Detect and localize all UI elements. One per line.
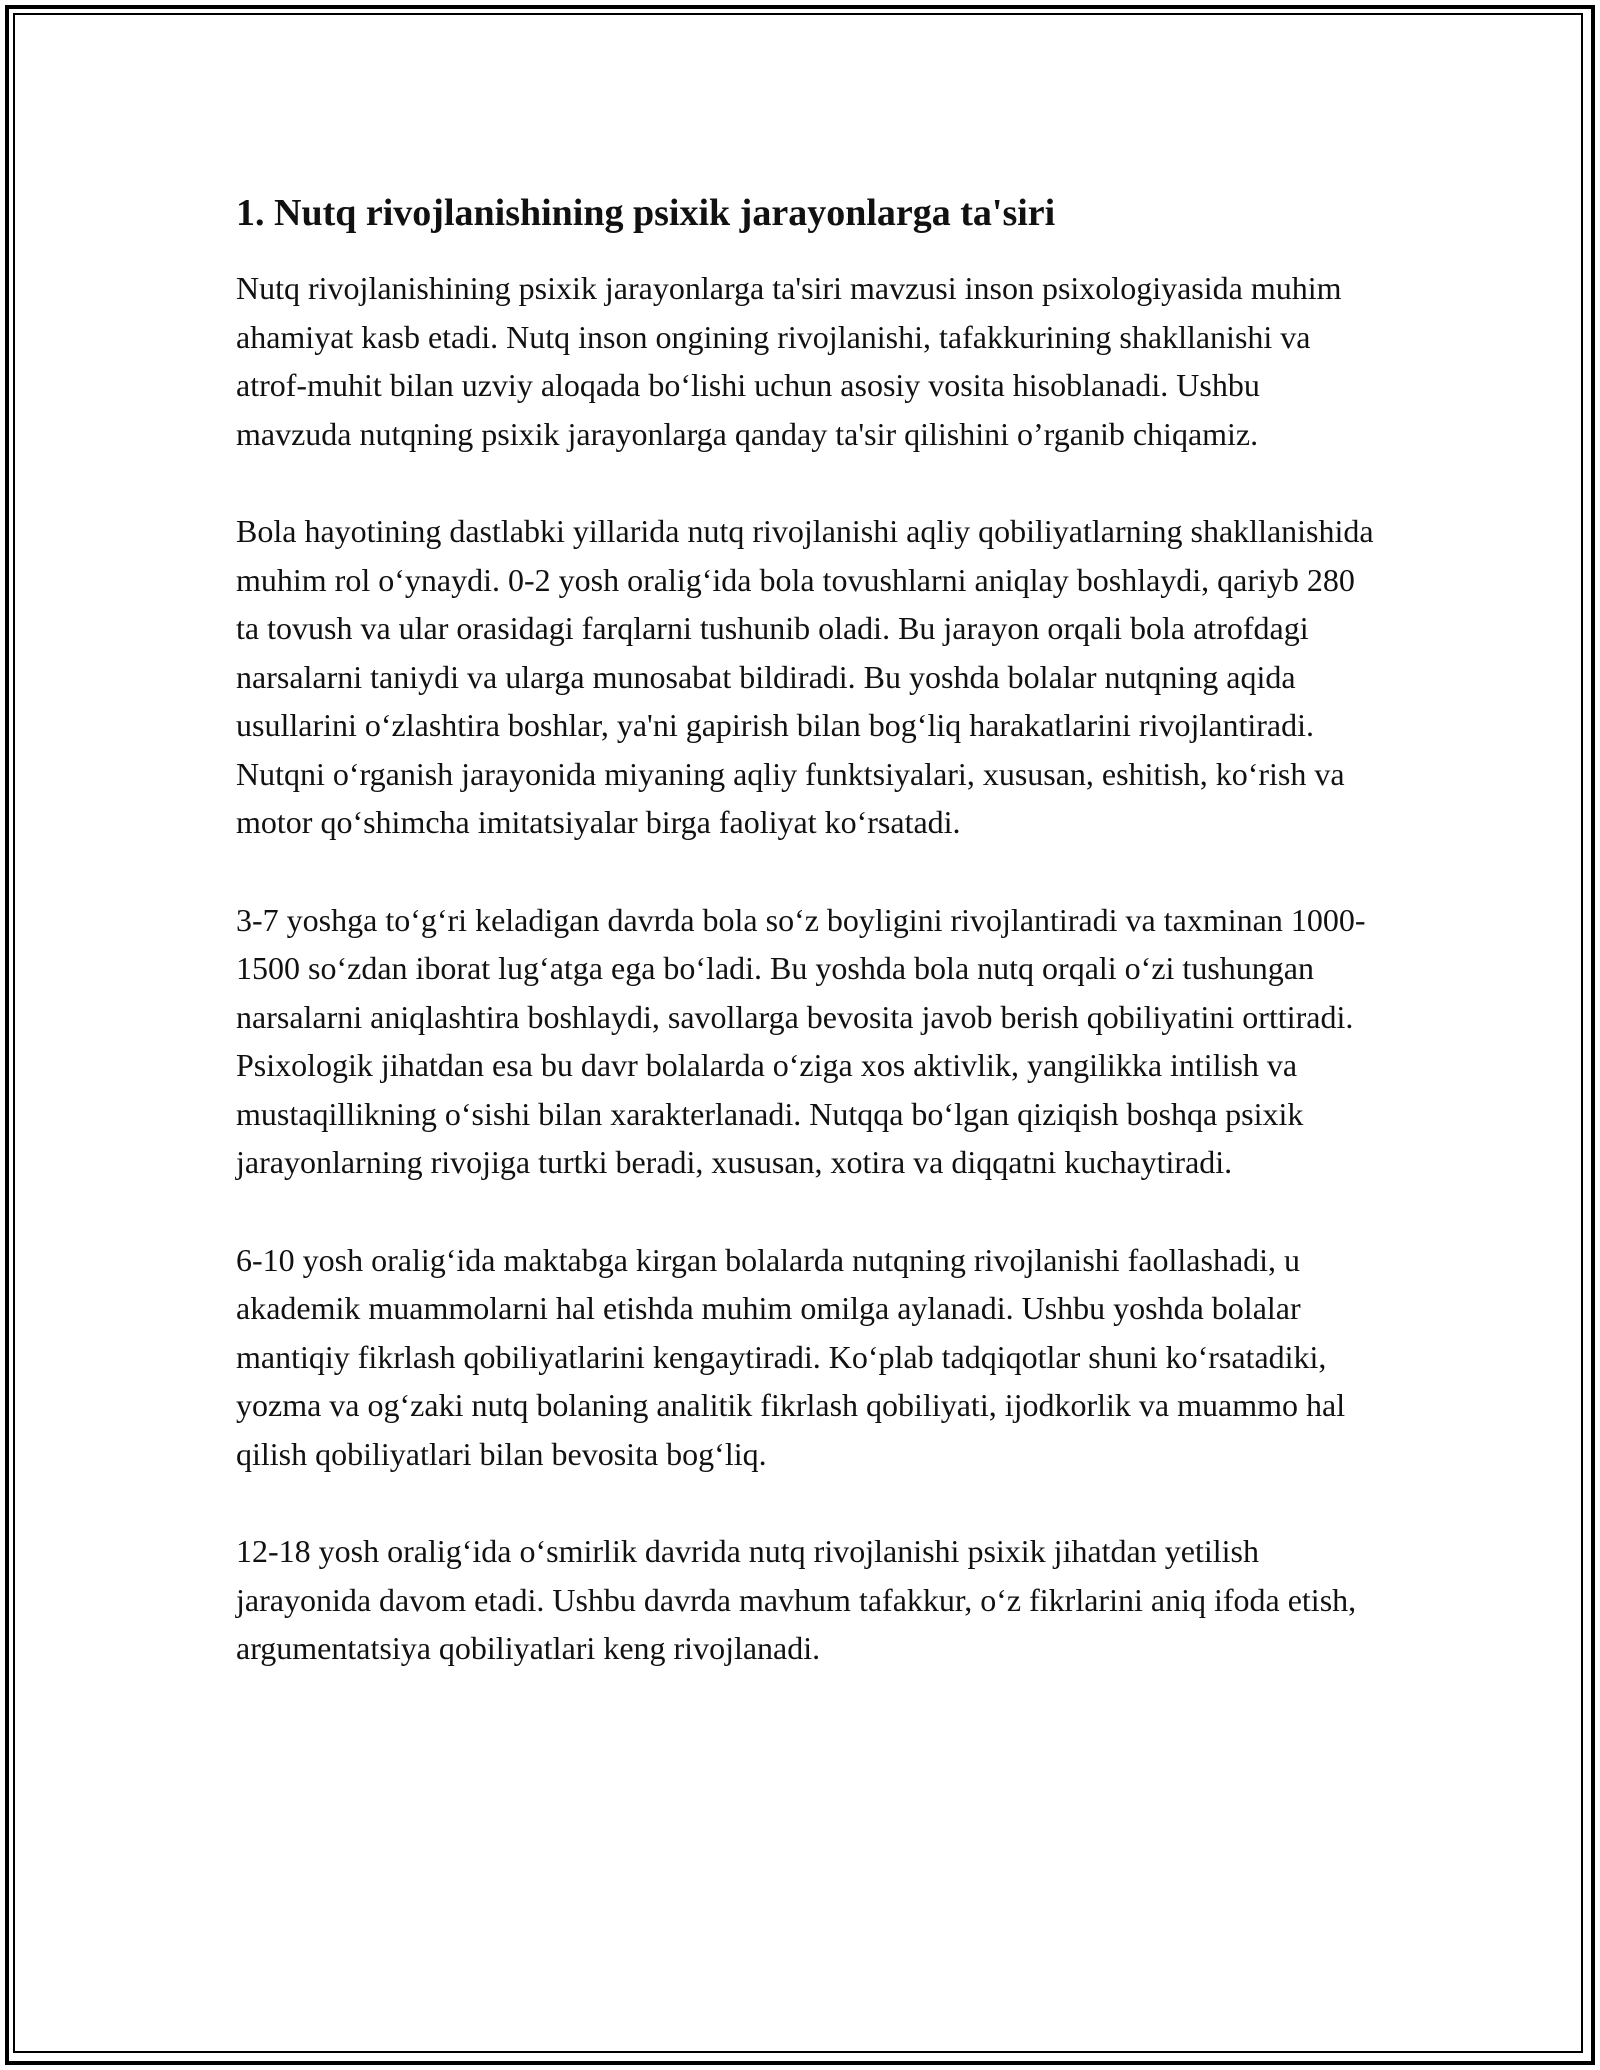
paragraph-age-12-18: 12-18 yosh oralig‘ida o‘smirlik davrida nutq rivojlanishi psixik jihatdan yetilish jarayonida davom etadi. Ushbu davrda mavhum tafakkur, o‘z fikrlarini aniq ifoda etish, argumentatsiya qobiliyatlari keng rivojlanadi. <box>236 1533 1357 1666</box>
paragraph-age-3-7: 3-7 yoshga to‘g‘ri keladigan davrda bola so‘z boyligini rivojlantiradi va taxminan 1000-1500 so‘zdan iborat lug‘atga ega bo‘ladi. Bu yoshda bola nutq orqali o‘zi tushungan narsalarni aniqlashtira boshlaydi, savollarga bevosita javob berish qobiliyatini orttiradi. Psixologik jihatdan esa bu davr bolalarda o‘ziga xos aktivlik, yangilikka intilish va mustaqillikning o‘sishi bilan xarakterlanadi. Nutqqa bo‘lgan qiziqish boshqa psixik jarayonlarning rivojiga turtki beradi, xususan, xotira va diqqatni kuchaytiradi. <box>236 901 1366 1180</box>
paragraph-intro: Nutq rivojlanishining psixik jarayonlarga ta'siri mavzusi inson psixologiyasida muhim ahamiyat kasb etadi. Nutq inson ongining rivojlanishi, tafakkurining shakllanishi va atrof-muhit bilan uzviy aloqada bo‘lishi uchun asosiy vosita hisoblanadi. Ushbu mavzuda nutqning psixik jarayonlarga qanday ta'sir qilishini o’rganib chiqamiz. <box>236 270 1342 452</box>
document-title: 1. Nutq rivojlanishining psixik jarayonlarga ta'siri <box>236 192 1056 234</box>
paragraph-age-6-10: 6-10 yosh oralig‘ida maktabga kirgan bolalarda nutqning rivojlanishi faollashadi, u akademik muammolarni hal etishda muhim omilga aylanadi. Ushbu yoshda bolalar mantiqiy fikrlash qobiliyatlarini kengaytiradi. Ko‘plab tadqiqotlar shuni ko‘rsatadiki, yozma va og‘zaki nutq bolaning analitik fikrlash qobiliyati, ijodkorlik va muammo hal qilish qobiliyatlari bilan bevosita bog‘liq. <box>236 1241 1346 1472</box>
document-body <box>236 186 1376 1722</box>
paragraph-age-0-2: Bola hayotining dastlabki yillarida nutq rivojlanishi aqliy qobiliyatlarning shakllanishida muhim rol o‘ynaydi. 0-2 yosh oralig‘ida bola tovushlarni aniqlay boshlaydi, qariyb 280 ta tovush va ular orasidagi farqlarni tushunib oladi. Bu jarayon orqali bola atrofdagi narsalarni taniydi va ularga munosabat bildiradi. Bu yoshda bolalar nutqning aqida usullarini o‘zlashtira boshlar, ya'ni gapirish bilan bog‘liq harakatlarini rivojlantiradi. Nutqni o‘rganish jarayonida miyaning aqliy funktsiyalari, xususan, eshitish, ko‘rish va motor qo‘shimcha imitatsiyalar birga faoliyat ko‘rsatadi. <box>236 513 1374 840</box>
